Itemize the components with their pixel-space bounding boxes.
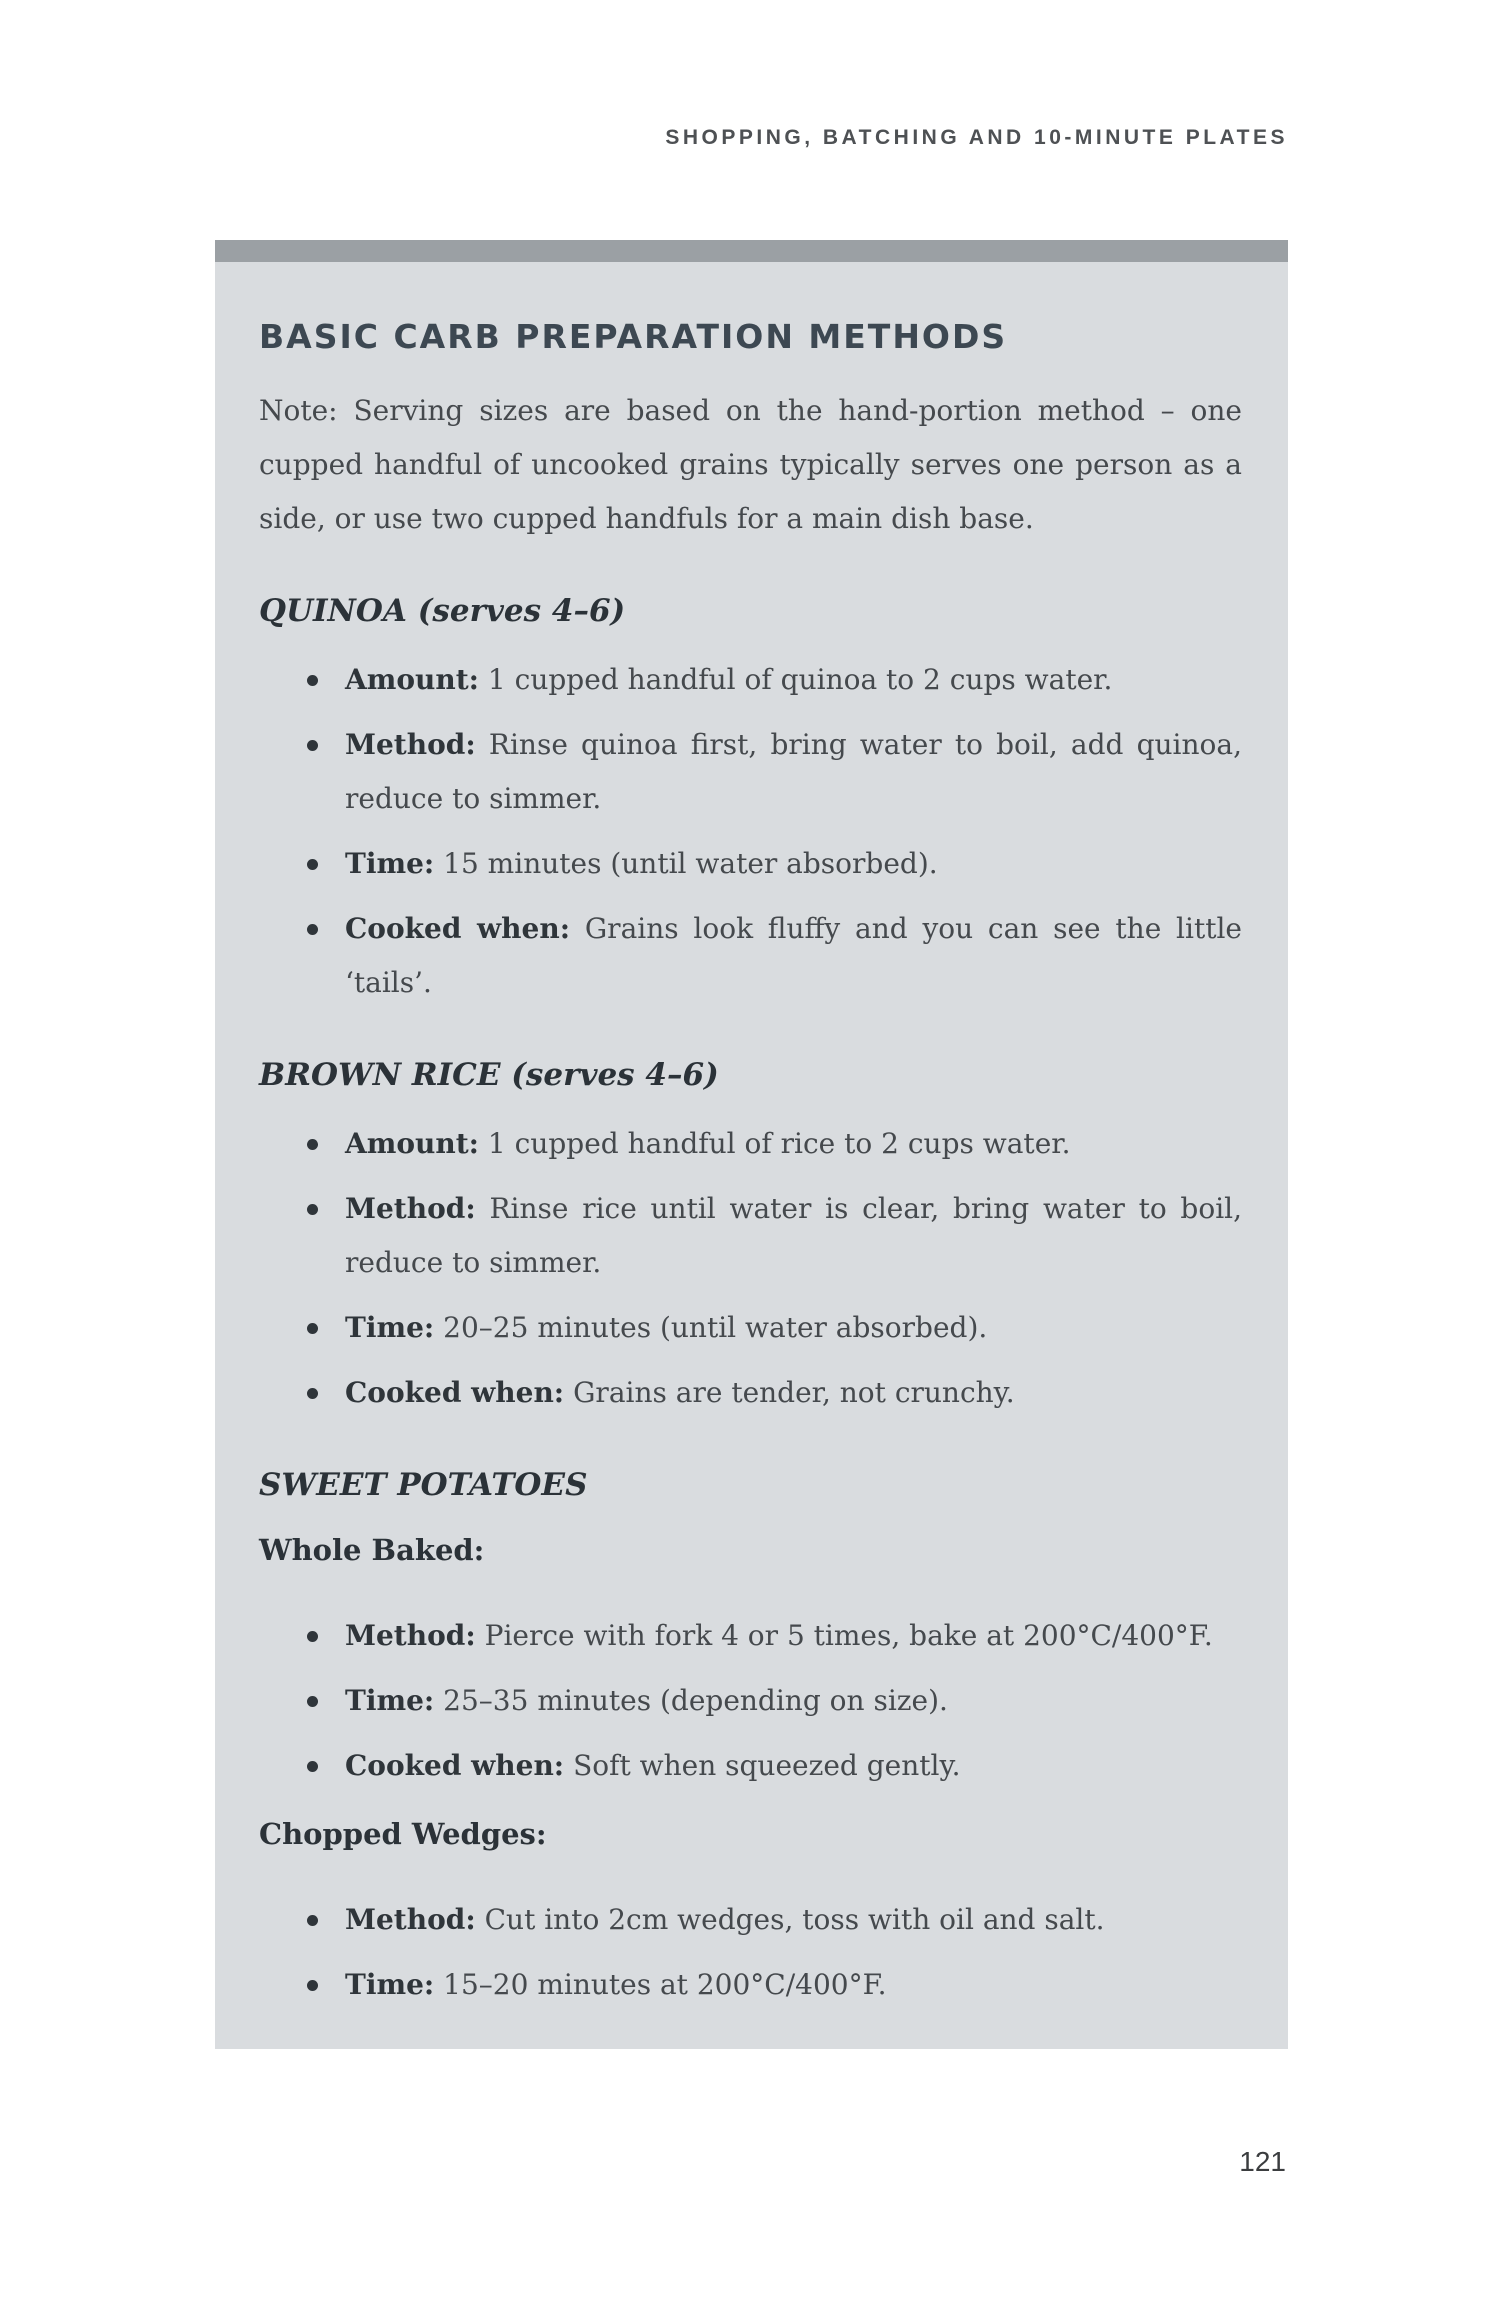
bullet-text (345, 1366, 1242, 1420)
bullet-icon (301, 1117, 345, 1171)
bullet-icon (301, 837, 345, 891)
bullet-text (345, 1958, 1242, 2012)
subsection-heading: Chopped Wedges: (259, 1817, 547, 1851)
bullet-label: Method: (345, 728, 476, 761)
section-heading: SWEET POTATOES (259, 1467, 588, 1503)
bullet-body: Rinse quinoa first, bring water to boil, add quinoa, reduce to simmer. (345, 728, 1242, 815)
bullet-icon (301, 1366, 345, 1420)
bullet-label: Amount: (345, 1127, 480, 1160)
bullet-text (345, 1739, 1242, 1793)
bullet-label: Method: (345, 1619, 476, 1652)
bullet-body: Cut into 2cm wedges, toss with oil and salt. (484, 1903, 1105, 1936)
bullet-group-chopped-wedges (259, 1811, 1242, 2012)
bullet-label: Cooked when: (345, 1376, 565, 1409)
bullet-icon (301, 1182, 345, 1290)
bullet-body: Pierce with fork 4 or 5 times, bake at 200°C/400°F. (484, 1619, 1213, 1652)
bullet-body: Grains are tender, not crunchy. (573, 1376, 1015, 1409)
section-brown-rice (259, 1052, 1242, 1420)
bullet-label: Method: (345, 1903, 476, 1936)
bullet-body: 25–35 minutes (depending on size). (443, 1684, 948, 1717)
bullet-group-whole-baked (259, 1527, 1242, 1793)
list-item (259, 1301, 1242, 1355)
list-item (259, 1893, 1242, 1947)
bullet-body: Soft when squeezed gently. (573, 1749, 961, 1782)
bullet-icon (301, 653, 345, 707)
bullet-icon (301, 1301, 345, 1355)
bullet-label: Time: (345, 847, 435, 880)
bullet-icon (301, 1893, 345, 1947)
bullet-text (345, 1301, 1242, 1355)
bullet-body: 1 cupped handful of rice to 2 cups water. (487, 1127, 1071, 1160)
bullet-text (345, 718, 1242, 826)
bullet-icon (301, 902, 345, 1010)
bullet-body: Grains look fluffy and you can see the little ‘tails’. (345, 912, 1242, 999)
bullet-icon (301, 1609, 345, 1663)
list-item (259, 653, 1242, 707)
list-item (259, 902, 1242, 1010)
carb-methods-box (215, 240, 1288, 2049)
bullet-text (345, 1609, 1242, 1663)
list-item (259, 1182, 1242, 1290)
bullet-icon (301, 1958, 345, 2012)
box-content (215, 262, 1288, 2049)
bullet-label: Cooked when: (345, 912, 571, 945)
bullet-body: 20–25 minutes (until water absorbed). (443, 1311, 988, 1344)
bullet-label: Cooked when: (345, 1749, 565, 1782)
page-number: 121 (1239, 2146, 1286, 2177)
bullet-body: 15–20 minutes at 200°C/400°F. (443, 1968, 887, 2001)
section-sweet-potatoes (259, 1462, 1242, 2012)
list-item (259, 1117, 1242, 1171)
subsection-heading: Whole Baked: (259, 1533, 485, 1567)
section-heading: BROWN RICE (serves 4–6) (259, 1057, 719, 1093)
bullet-label: Time: (345, 1311, 435, 1344)
list-item (259, 1958, 1242, 2012)
list-item (259, 1674, 1242, 1728)
bullet-text (345, 1117, 1242, 1171)
list-item (259, 1366, 1242, 1420)
bullet-icon (301, 718, 345, 826)
box-title: BASIC CARB PREPARATION METHODS (259, 317, 1008, 356)
bullet-text (345, 837, 1242, 891)
bullet-icon (301, 1674, 345, 1728)
bullet-text (345, 902, 1242, 1010)
bullet-body: Rinse rice until water is clear, bring water to boil, reduce to simmer. (345, 1192, 1242, 1279)
bullet-label: Time: (345, 1684, 435, 1717)
bullet-body: 15 minutes (until water absorbed). (443, 847, 938, 880)
bullet-text (345, 653, 1242, 707)
bullet-text (345, 1674, 1242, 1728)
bullet-label: Amount: (345, 663, 480, 696)
section-quinoa (259, 588, 1242, 1010)
bullet-label: Time: (345, 1968, 435, 2001)
bullet-body: 1 cupped handful of quinoa to 2 cups water. (487, 663, 1113, 696)
bullet-icon (301, 1739, 345, 1793)
section-heading: QUINOA (serves 4–6) (259, 593, 626, 629)
bullet-label: Method: (345, 1192, 476, 1225)
list-item (259, 718, 1242, 826)
note-paragraph: Note: Serving sizes are based on the hand-portion method – one cupped handful of uncooked grains typically serves one person as a side, or use two cupped handfuls for a main dish base. (259, 394, 1242, 535)
bullet-text (345, 1182, 1242, 1290)
running-header: SHOPPING, BATCHING AND 10-MINUTE PLATES (665, 126, 1288, 149)
bullet-group (259, 653, 1242, 1010)
bullet-group (259, 1117, 1242, 1420)
list-item (259, 1739, 1242, 1793)
box-top-bar (215, 240, 1288, 262)
list-item (259, 1609, 1242, 1663)
bullet-text (345, 1893, 1242, 1947)
list-item (259, 837, 1242, 891)
